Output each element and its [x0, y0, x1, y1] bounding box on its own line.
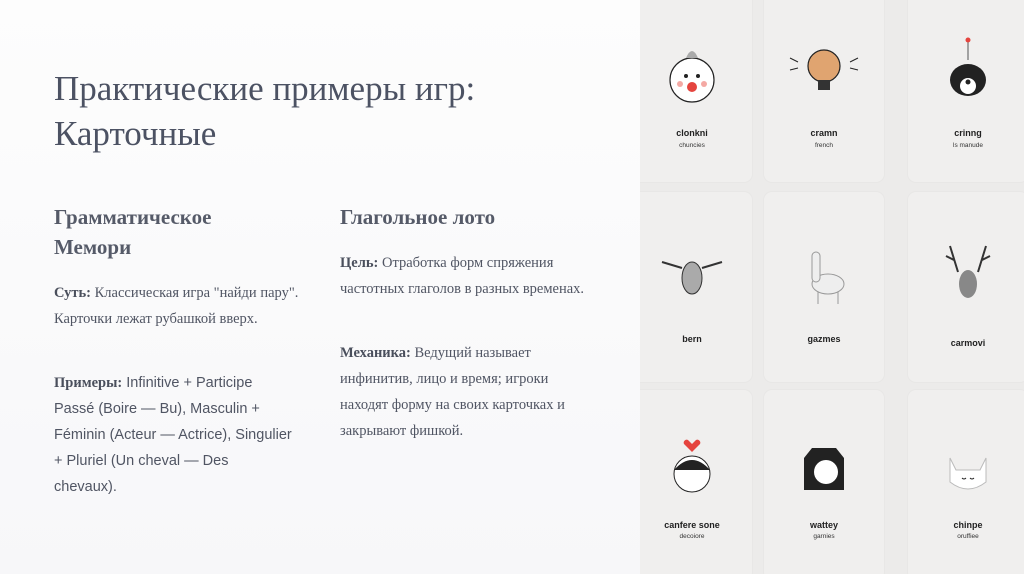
card-name: wattey — [809, 520, 838, 530]
card-5 — [764, 192, 884, 382]
cat-heart-icon — [652, 430, 732, 510]
card-2 — [764, 0, 884, 182]
card-name: bern — [682, 334, 702, 344]
deer-head-icon — [928, 232, 1008, 312]
card-4 — [640, 192, 752, 382]
memory-essence — [54, 280, 304, 332]
card-name: crinng — [954, 128, 982, 138]
essence-label: Суть: — [54, 285, 91, 301]
card-sub: garnies — [813, 533, 835, 540]
examples-label: Примеры: — [54, 375, 123, 391]
card-1 — [640, 0, 752, 182]
card-sub: french — [814, 142, 834, 149]
card-sub: ls manude — [953, 142, 983, 149]
mechanics-text: Ведущий называет инфинитив, лицо и время; игроки находят форму на своих карточках и закрывают фишкой. — [340, 345, 565, 439]
cards-photo — [640, 0, 1024, 574]
examples-text: Infinitive + Participe Passé (Boire — Bu), Masculin + Féminin (Acteur — Actrice), Singulier + Pluriel (Un cheval — Des chevaux). — [54, 375, 292, 495]
card-name: gazmes — [807, 334, 841, 344]
card-sub: oruffiee — [957, 533, 979, 540]
card-name: cramn — [810, 128, 838, 138]
clown-face-icon — [652, 32, 732, 112]
goal-label: Цель: — [340, 255, 379, 271]
card-name: canfere sone — [664, 520, 720, 530]
card-8 — [764, 390, 884, 574]
lotto-mechanics — [340, 340, 600, 444]
moose-head-icon — [652, 232, 732, 312]
hooded-cat-icon — [784, 430, 864, 510]
goal-text: Отработка форм спряжения частотных глаголов в разных временах. — [340, 255, 585, 297]
alpaca-icon — [784, 232, 864, 312]
memory-examples — [54, 370, 294, 500]
card-9 — [908, 390, 1024, 574]
memory-game-title: Грамматическое Мемори — [54, 205, 212, 259]
card-name: carmovi — [950, 338, 986, 348]
card-name: clonkni — [676, 128, 708, 138]
card-3 — [908, 0, 1024, 182]
verb-lotto-title: Глагольное лото — [340, 205, 496, 229]
lotto-goal — [340, 250, 600, 302]
card-sub: chuncies — [679, 142, 705, 149]
lightbulb-icon — [784, 32, 864, 112]
mechanics-label: Механика: — [340, 345, 411, 361]
card-7 — [640, 390, 752, 574]
card-6 — [908, 192, 1024, 382]
slide-title: Практические примеры игр: Карточные — [54, 69, 476, 153]
white-cat-icon — [928, 430, 1008, 510]
card-sub: decoiore — [679, 533, 705, 540]
card-name: chinpe — [953, 520, 983, 530]
dog-face-icon — [928, 32, 1008, 112]
essence-text: Классическая игра "найди пару". Карточки лежат рубашкой вверх. — [54, 285, 299, 327]
